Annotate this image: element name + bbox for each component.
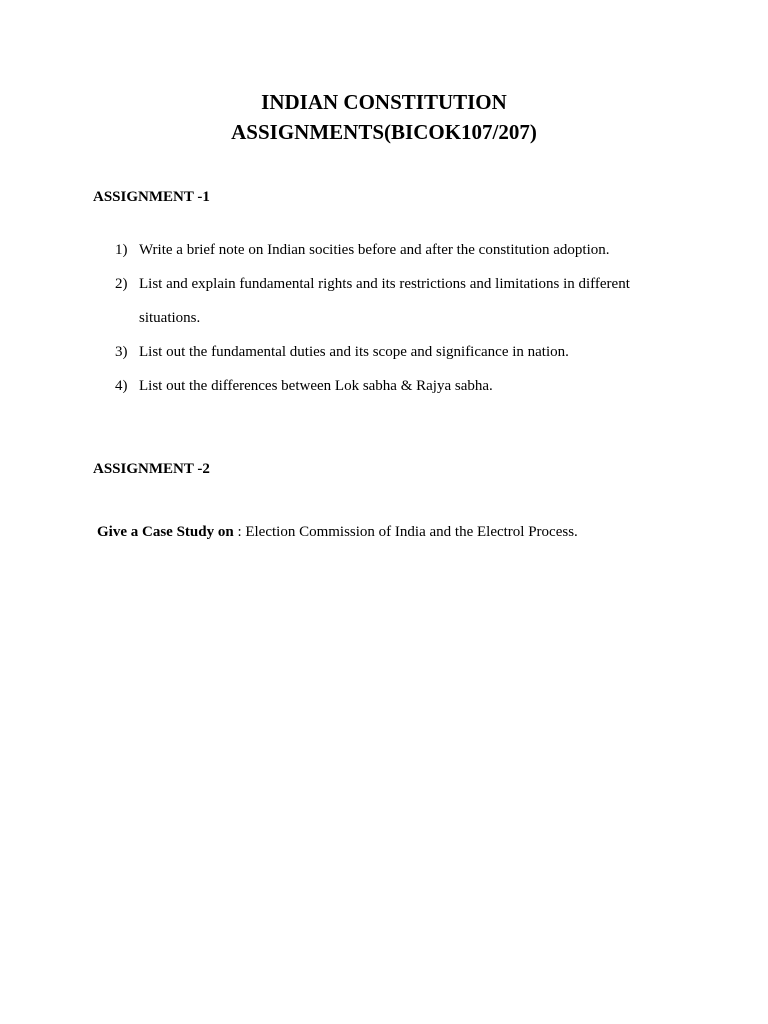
case-study-text: : Election Commission of India and the Electrol Process. <box>233 524 578 540</box>
list-item <box>115 369 675 403</box>
list-item-text: List out the differences between Lok sabha & Rajya sabha. <box>139 378 493 394</box>
list-item-number: 2) <box>115 276 128 292</box>
list-item-number: 3) <box>115 344 128 360</box>
list-item-text: List and explain fundamental rights and its restrictions and limitations in different situations. <box>139 276 630 326</box>
list-item-number: 1) <box>115 242 128 258</box>
assignment-1-question-list <box>115 233 675 403</box>
list-item-text: Write a brief note on Indian socities before and after the constitution adoption. <box>139 242 610 258</box>
list-item-number: 4) <box>115 378 128 394</box>
title-line-1: INDIAN CONSTITUTION <box>261 90 507 114</box>
case-study-line <box>97 522 578 542</box>
list-item <box>115 267 675 335</box>
assignment-2-heading: ASSIGNMENT -2 <box>93 461 210 477</box>
title-line-2: ASSIGNMENTS(BICOK107/207) <box>231 120 537 144</box>
case-study-label: Give a Case Study on <box>97 524 234 540</box>
list-item-text: List out the fundamental duties and its scope and significance in nation. <box>139 344 569 360</box>
assignment-1-heading: ASSIGNMENT -1 <box>93 189 210 205</box>
list-item <box>115 233 675 267</box>
document-title <box>0 87 768 147</box>
list-item <box>115 335 675 369</box>
